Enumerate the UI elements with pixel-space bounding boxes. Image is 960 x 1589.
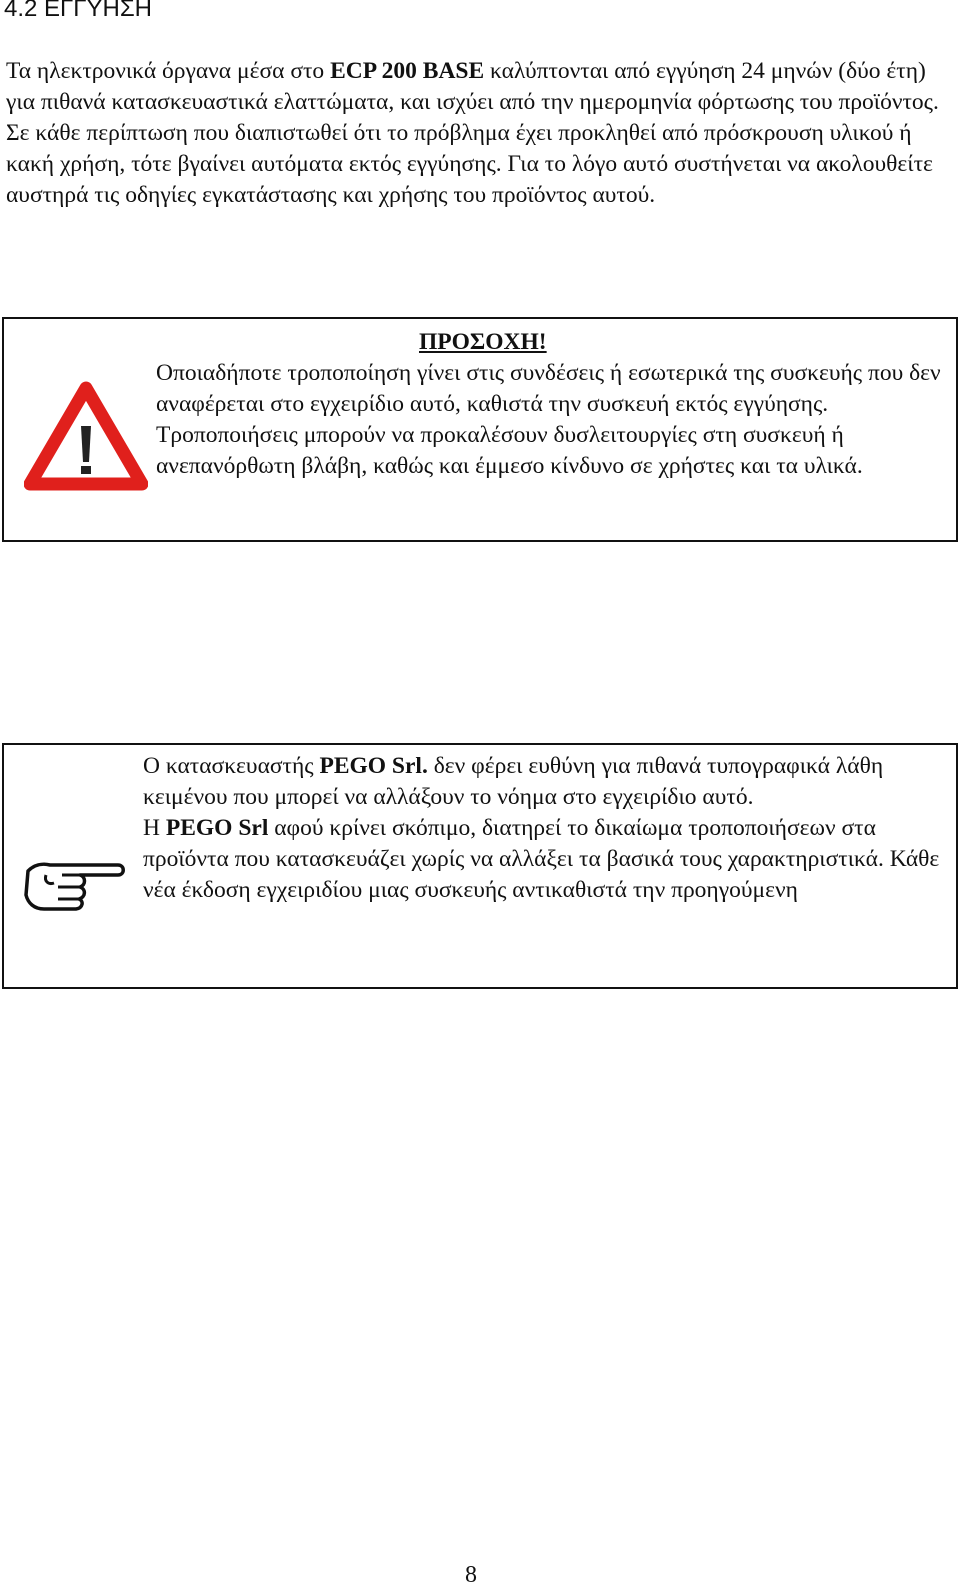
manufacturer-name-2: PEGO Srl (165, 815, 269, 841)
warning-text: Οποιαδήποτε τροποποίηση γίνει στις συνδέσεις ή εσωτερικά της συσκευής που δεν αναφέρεται στο εγχειρίδιο αυτό, καθιστά την συσκευή εκτός εγγύησης. Τροποποιήσεις μπορούν να προκαλέσουν δυσλειτουργίες στη συσκευή ή ανεπανόρθωτη βλάβη, καθώς και έμμεσο κίνδυνο σε χρήστες και τα υλικά. (156, 360, 941, 479)
section-heading: 4.2 ΕΓΓΥΗΣΗ (4, 0, 152, 22)
pointing-hand-icon (22, 851, 130, 911)
intro-text-start: Τα ηλεκτρονικά όργανα μέσα στο (6, 58, 331, 84)
note-text (143, 751, 943, 906)
warning-title: ΠΡΟΣΟΧΗ! (419, 329, 547, 355)
note-box (2, 743, 958, 989)
note-p1-start: Ο κατασκευαστής (143, 753, 320, 779)
warning-box (2, 317, 958, 542)
note-p1-end: δεν φέρει ευθύνη για πιθανά τυπογραφικά λάθη κειμένου που μπορεί να αλλάξουν το νόημα στο εγχειρίδιο αυτό. (143, 753, 884, 810)
intro-paragraph (6, 56, 946, 211)
page-number: 8 (465, 1562, 477, 1588)
note-p2-start: Η (143, 815, 166, 841)
manufacturer-name: PEGO Srl. (319, 753, 428, 779)
note-p2-end: αφού κρίνει σκόπιμο, διατηρεί το δικαίωμα τροποποιήσεων στα προϊόντα που κατασκευάζει χωρίς να αλλάξει τα βασικά τους χαρακτηριστικά. Κάθε νέα έκδοση εγχειριδίου μιας συσκευής αντικαθιστά την προηγούμενη (143, 815, 940, 903)
warning-triangle-icon (24, 380, 148, 492)
intro-text-end: καλύπτονται από εγγύηση 24 μηνών (δύο έτη) για πιθανά κατασκευαστικά ελαττώματα, και ισχύει από την ημερομηνία φόρτωσης του προϊόντος. Σε κάθε περίπτωση που διαπιστωθεί ότι το πρόβλημα έχει προκληθεί από πρόσκρουση υλικού ή κακή χρήση, τότε βγαίνει αυτόματα εκτός εγγύησης. Για το λόγο αυτό συστήνεται να ακολουθείτε αυστηρά τις οδηγίες εγκατάστασης και χρήσης του προϊόντος αυτού. (6, 58, 939, 208)
product-name: ECP 200 BASE (330, 58, 485, 84)
